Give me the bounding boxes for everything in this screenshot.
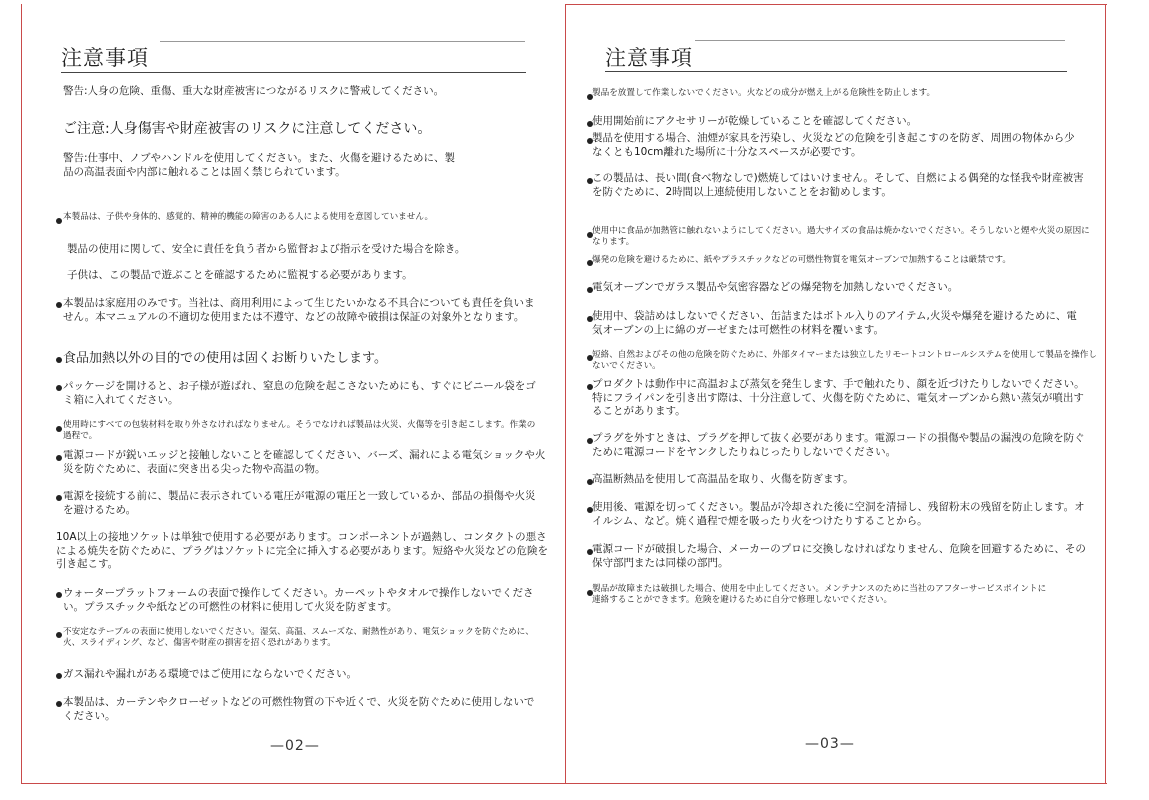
list-item: 電源コードが鋭いエッジと接触しないことを確認してください、バーズ、漏れによる電気ショックや火災を防ぐために、表面に突き出る尖った物や高温の物。 xyxy=(63,449,546,475)
list-item: 製品を放置して作業しないでください。火などの成分が燃え上がる危険性を防止します。 xyxy=(592,88,936,98)
list-item: 短絡、自然およびその他の危険を防ぐために、外部タイマーまたは独立したリモートコントロールシステムを使用して製品を操作しないでください。 xyxy=(592,350,1097,372)
page-title: 注意事項 xyxy=(605,46,693,70)
right-page xyxy=(565,0,1110,800)
list-item: 本製品は、子供や身体的、感覚的、精神的機能の障害のある人による使用を意図していません。 xyxy=(63,212,434,222)
bullet-icon xyxy=(56,673,62,679)
list-item: 本製品は家庭用のみです。当社は、商用利用によって生じたいかなる不具合についても責任を負いません。本マニュアルの不適切な使用または不遵守、などの故障や破損は保証の対象外となります。 xyxy=(63,297,535,323)
title-top-rule xyxy=(160,41,525,42)
bullet-icon xyxy=(56,455,62,461)
bullet-icon xyxy=(56,495,62,501)
list-item: プロダクトは動作中に高温および蒸気を発生します、手で触れたり、顔を近づけたりしないでください。特にフライパンを引き出す際は、十分注意して、火傷を防ぐために、電気オーブンから熱い蒸気が噴出することがあります。 xyxy=(592,378,1085,418)
left-page xyxy=(0,0,565,800)
list-item: プラグを外すときは、プラグを押して抜く必要があります。電源コードの損傷や製品の漏洩の危険を防ぐために電源コードをヤンクしたりねじったりしないでください。 xyxy=(592,432,1085,458)
list-item: 製品が故障または破損した場合、使用を中止してください。メンテナンスのために当社のアフターサービスポイントに連絡することができます。危険を避けるために自分で修理しないでください。 xyxy=(592,584,1047,606)
list-item: 使用開始前にアクセサリーが乾燥していることを確認してください。 xyxy=(592,115,918,127)
title-top-rule xyxy=(695,40,1065,41)
bullet-icon xyxy=(56,632,62,638)
bullet-icon xyxy=(56,592,62,598)
page-title: 注意事項 xyxy=(61,46,149,70)
list-item: パッケージを開けると、お子様が遊ばれ、窒息の危険を起こさないためにも、すぐにビニール袋をゴミ箱に入れてください。 xyxy=(63,380,536,406)
list-item: 高温断熱品を使用して高温品を取り、火傷を防ぎます。 xyxy=(592,473,854,485)
list-item: 製品を使用する場合、油煙が家具を汚染し、火災などの危険を引き起こすのを防ぎ、周囲の物体から少なくとも10cm離れた場所に十分なスペースが必要です。 xyxy=(592,132,1075,158)
caution-paragraph: ご注意:人身傷害や財産被害のリスクに注意してください。 xyxy=(63,121,432,137)
list-item: ガス漏れや漏れがある環境ではご使用にならないでください。 xyxy=(63,668,357,680)
list-item: この製品は、長い間(食べ物なしで)燃焼してはいけません。そして、自燃による偶発的な怪我や財産被害を防ぐために、2時間以上連続使用しないことをお勧めします。 xyxy=(592,172,1084,198)
list-item: 本製品は、カーテンやクローゼットなどの可燃性物質の下や近くで、火災を防ぐために使用しないでください。 xyxy=(63,696,535,722)
list-item: 子供は、この製品で遊ぶことを確認するために監視する必要があります。 xyxy=(67,269,413,281)
list-item: 食品加熱以外の目的での使用は固くお断りいたします。 xyxy=(63,351,387,366)
page-number: —03— xyxy=(805,736,855,752)
bullet-icon xyxy=(56,701,62,707)
list-item: 使用時にすべての包装材料を取り外さなければなりません。そうでなければ製品は火災、火傷等を引き起こします。作業の過程で。 xyxy=(63,420,536,442)
bullet-icon xyxy=(56,426,62,432)
title-underline xyxy=(605,71,1067,72)
bullet-icon xyxy=(56,385,62,391)
list-item: ウォータープラットフォームの表面で操作してください。カーペットやタオルで操作しないでください。プラスチックや紙などの可燃性の材料に使用して火災を防ぎます。 xyxy=(63,587,534,613)
bullet-icon xyxy=(56,357,62,363)
warning-paragraph: 警告:仕事中、ノブやハンドルを使用してください。また、火傷を避けるために、製品の高温表面や内部に触れることは固く禁じられています。 xyxy=(63,152,456,178)
list-item: 使用後、電源を切ってください。製品が冷却された後に空洞を清掃し、残留粉末の残留を防止します。オイルシム、など。焼く過程で煙を吸ったり火をつけたりすることから。 xyxy=(592,501,1085,527)
list-item: 電源コードが破損した場合、メーカーのプロに交換しなければなりません、危険を回避するために、その保守部門または同様の部門。 xyxy=(592,543,1086,569)
bullet-icon xyxy=(56,302,62,308)
list-item: 使用中、袋詰めはしないでください、缶詰またはボトル入りのアイテム,火災や爆発を避けるために、電気オーブンの上に綿のガーゼまたは可燃性の材料を覆います。 xyxy=(592,310,1077,336)
list-item: 爆発の危険を避けるために、紙やプラスチックなどの可燃性物質を電気オーブンで加熱することは厳禁です。 xyxy=(592,255,1011,265)
list-item: 10A以上の接地ソケットは単独で使用する必要があります。コンポーネントが過熱し、コンタクトの悪さによる焼失を防ぐために、プラグはソケットに完全に挿入する必要があります。短絡や火災などの危険を引き起こす。 xyxy=(56,531,549,571)
list-item: 製品の使用に関して、安全に責任を負う者から監督および指示を受けた場合を除き。 xyxy=(67,243,466,255)
title-underline xyxy=(61,72,526,73)
list-item: 不安定なテーブルの表面に使用しないでください。湿気、高温、スムーズな、耐熱性があり、電気ショックを防ぐために、火、スライディング、など、傷害や財産の損害を招く恐れがあります。 xyxy=(63,627,534,649)
bullet-icon xyxy=(56,218,62,224)
list-item: 電気オーブンでガラス製品や気密容器などの爆発物を加熱しないでください。 xyxy=(592,281,959,293)
list-item: 電源を接続する前に、製品に表示されている電圧が電源の電圧と一致しているか、部品の損傷や火災を避けるため。 xyxy=(63,490,536,516)
page-number: —02— xyxy=(270,738,320,754)
warning-paragraph: 警告:人身の危険、重傷、重大な財産被害につながるリスクに警戒してください。 xyxy=(63,85,445,97)
list-item: 使用中に食品が加熱管に触れないようにしてください。過大サイズの食品は焼かないでください。そうしないと煙や火災の原因になります。 xyxy=(592,226,1090,248)
